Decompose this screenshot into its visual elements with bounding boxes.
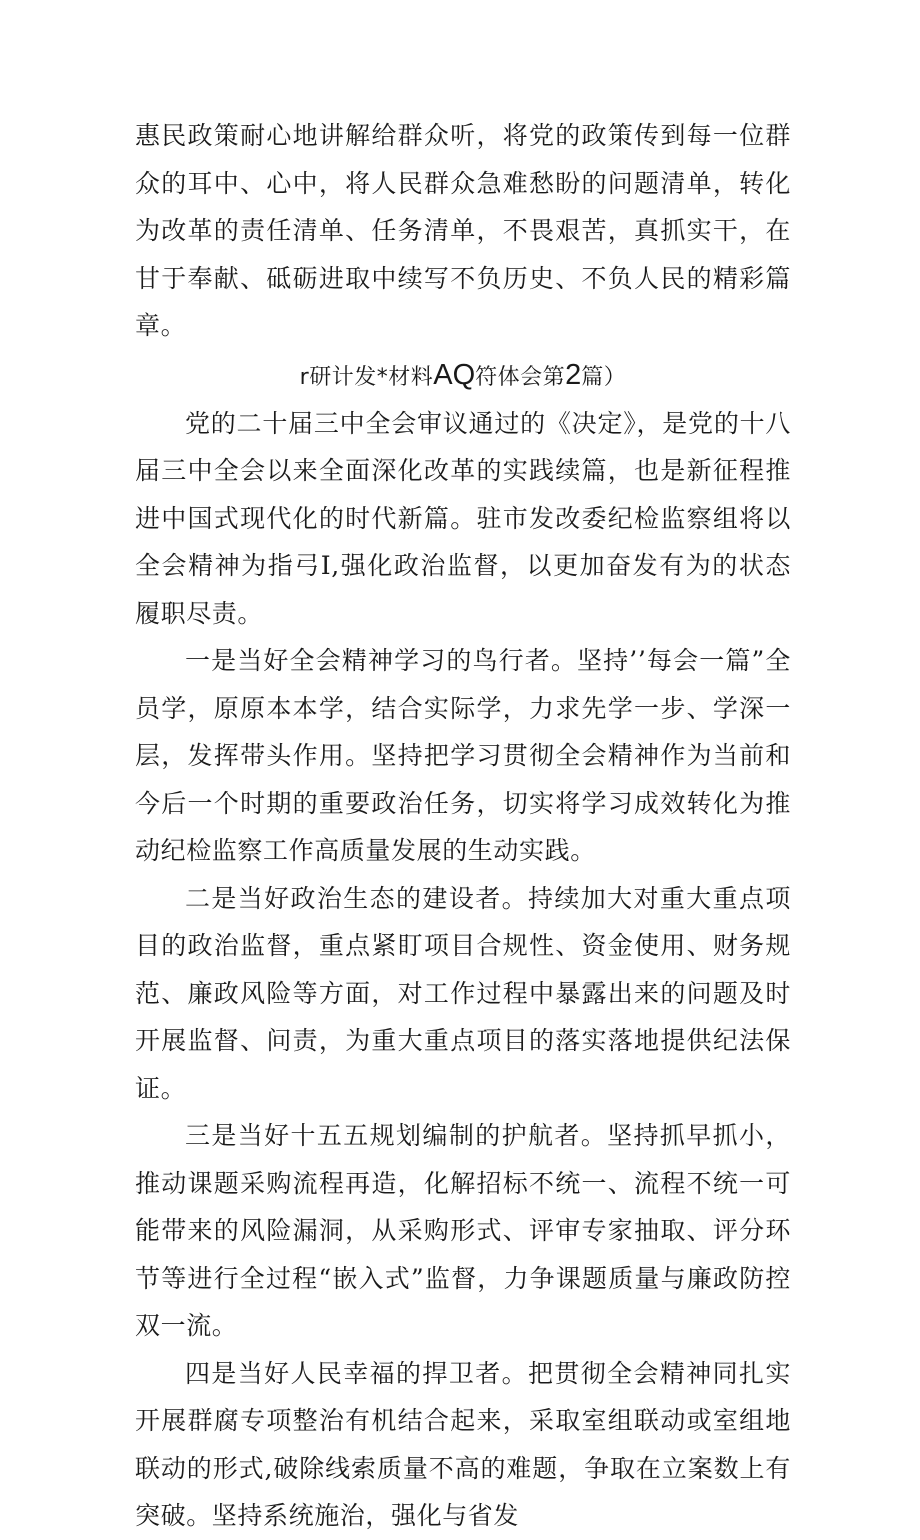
heading-prefix: r bbox=[299, 364, 310, 390]
heading-part-3: 符体会第 bbox=[475, 364, 566, 390]
heading-part-5: 篇） bbox=[581, 364, 627, 390]
heading-part-1: 研计发*材料 bbox=[309, 364, 434, 390]
document-page bbox=[135, 112, 791, 1540]
paragraph-point-four: 四是当好人民幸福的捍卫者。把贯彻全会精神同扎实开展群腐专项整治有机结合起来，采取室组联动或室组地联动的形式,破除线索质量不高的难题，争取在立案数上有突破。坚持系统施治，强化与省发 bbox=[135, 1358, 791, 1530]
paragraph-point-three: 三是当好十五五规划编制的护航者。坚持抓早抓小，推动课题采购流程再造，化解招标不统一、流程不统一可能带来的风险漏洞，从采购形式、评审专家抽取、评分环节等进行全过程“嵌入式”监督，力争课题质量与廉政防控双一流。 bbox=[135, 1121, 791, 1340]
paragraph-intro-decision: 党的二十届三中全会审议通过的《决定》，是党的十八届三中全会以来全面深化改革的实践续篇，也是新征程推进中国式现代化的时代新篇。驻市发改委纪检监察组将以全会精神为指弓I,强化政治监督，以更加奋发有为的状态履职尽责。 bbox=[135, 408, 791, 628]
section-heading bbox=[135, 350, 791, 400]
heading-part-2: AQ bbox=[433, 358, 476, 391]
heading-part-4: 2 bbox=[565, 358, 582, 391]
paragraph-point-two: 二是当好政治生态的建设者。持续加大对重大重点项目的政治监督，重点紧盯项目合规性、资金使用、财务规范、廉政风险等方面，对工作过程中暴露出来的问题及时开展监督、问责，为重大重点项目的落实落地提供纪法保证。 bbox=[135, 883, 791, 1103]
paragraph-point-one: 一是当好全会精神学习的鸟行者。坚持’’每会一篇”全员学，原原本本学，结合实际学，力求先学一步、学深一层，发挥带头作用。坚持把学习贯彻全会精神作为当前和今后一个时期的重要政治任务，切实将学习成效转化为推动纪检监察工作高质量发展的生动实践。 bbox=[135, 646, 791, 865]
intro-paragraph: 惠民政策耐心地讲解给群众听，将党的政策传到每一位群众的耳中、心中，将人民群众急难愁盼的问题清单，转化为改革的责任清单、任务清单，不畏艰苦，真抓实干，在甘于奉献、砥砺进取中续写不负历史、不负人民的精彩篇章。 bbox=[135, 121, 791, 340]
